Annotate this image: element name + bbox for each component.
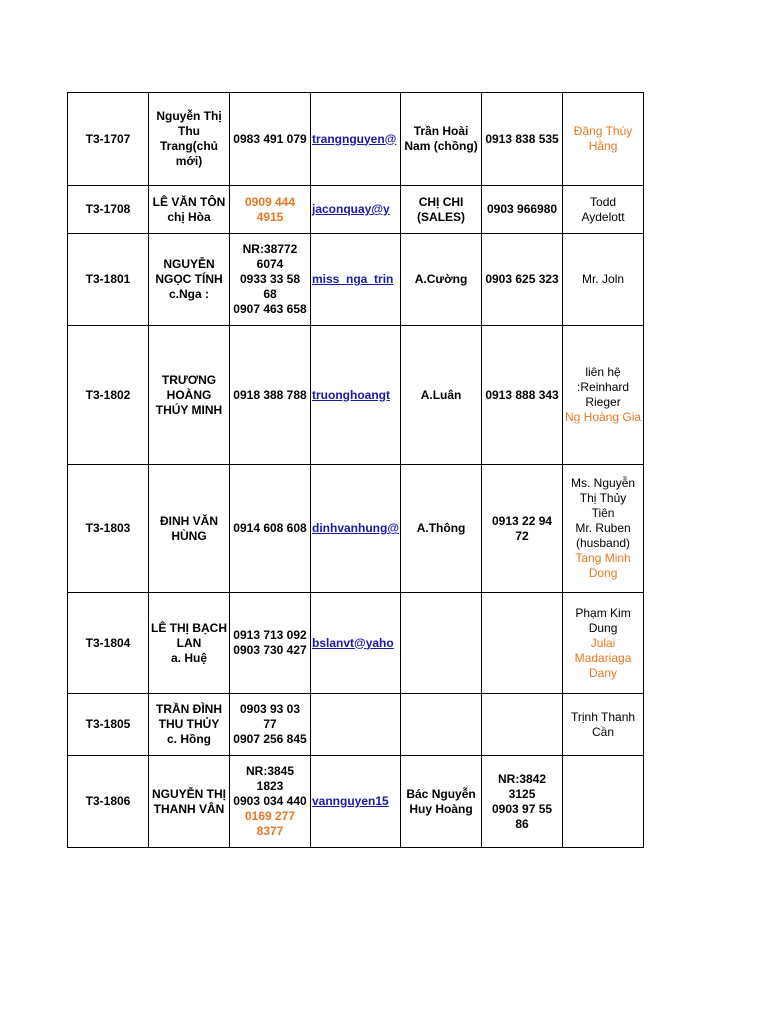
note-cell	[563, 234, 644, 326]
note-line: Đặng Thúy	[573, 124, 633, 138]
contact-name-line: Nam (chồng)	[404, 139, 478, 153]
email-link[interactable]: miss_nga_trin	[312, 272, 394, 286]
unit-id-cell: T3-1802	[68, 326, 149, 465]
unit-id-cell: T3-1801	[68, 234, 149, 326]
contact-phone-line: 86	[515, 816, 529, 831]
email-cell	[311, 234, 401, 326]
contact-phone-line: 0913 838 535	[485, 131, 559, 146]
contact-name-cell	[401, 465, 482, 593]
phone-line: NR:3845	[245, 764, 295, 778]
owner-name-cell	[149, 234, 230, 326]
phone-cell	[230, 465, 311, 593]
phone-cell	[230, 93, 311, 186]
contact-name-cell	[401, 234, 482, 326]
note-line: Tiên	[591, 506, 615, 520]
phone-line: 0903 034 440	[233, 794, 307, 808]
contact-name-line: Huy Hoàng	[409, 801, 473, 816]
table-row	[68, 326, 644, 465]
contact-phone-line: NR:3842	[498, 771, 547, 786]
note-cell	[563, 93, 644, 186]
note-line: Ng Hoàng Gia	[565, 410, 642, 424]
owner-name-line: chị Hòa	[167, 209, 211, 224]
unit-id-cell: T3-1707	[68, 93, 149, 186]
owner-name-line: THÚY MINH	[155, 402, 223, 417]
unit-id-cell: T3-1804	[68, 593, 149, 694]
note-cell	[563, 465, 644, 593]
table-row	[68, 756, 644, 848]
contact-name-line: CHỊ CHI	[418, 194, 464, 209]
owner-name-cell	[149, 186, 230, 234]
table-row	[68, 93, 644, 186]
phone-line: 8377	[256, 824, 284, 838]
note-line: Dany	[589, 665, 618, 680]
email-cell	[311, 593, 401, 694]
phone-line: 0903 730 427	[233, 643, 307, 657]
email-link[interactable]: jaconquay@y	[312, 202, 390, 216]
owner-name-line: NGUYỄN	[163, 257, 215, 271]
owner-name-cell	[149, 465, 230, 593]
phone-line: 0903 93 03	[239, 702, 301, 716]
note-cell	[563, 694, 644, 756]
contact-phone-line: 0913 888 343	[485, 387, 559, 402]
note-line: Dung	[588, 620, 618, 635]
email-cell	[311, 326, 401, 465]
owner-name-line: NGUYỄN THỊ	[151, 786, 226, 801]
note-cell	[563, 326, 644, 465]
contact-table	[67, 92, 644, 848]
table-row	[68, 186, 644, 234]
phone-line: 0907 463 658	[233, 302, 307, 316]
note-line: Julai	[590, 635, 616, 650]
note-line: :Reinhard	[577, 380, 630, 394]
owner-name-cell	[149, 593, 230, 694]
note-line: Hằng	[588, 139, 618, 153]
owner-name-cell	[149, 694, 230, 756]
note-line: Cần	[592, 724, 615, 739]
email-cell	[311, 465, 401, 593]
contact-name-cell	[401, 186, 482, 234]
contact-phone-cell	[482, 694, 563, 756]
contact-phone-cell	[482, 186, 563, 234]
note-line: Thị Thủy	[579, 491, 627, 505]
email-cell	[311, 93, 401, 186]
phone-cell	[230, 756, 311, 848]
phone-line: 0914 608 608	[233, 521, 307, 535]
contact-name-line: A.Cường	[414, 272, 468, 286]
note-cell	[563, 593, 644, 694]
table-row	[68, 234, 644, 326]
note-line: Todd	[590, 194, 617, 209]
contact-phone-cell	[482, 593, 563, 694]
phone-line: 0913 713 092	[233, 628, 307, 642]
email-cell	[311, 186, 401, 234]
contact-table-body	[68, 93, 644, 848]
phone-line: 4915	[256, 209, 284, 224]
table-row	[68, 593, 644, 694]
owner-name-line: c. Hồng	[167, 732, 211, 746]
phone-line: 77	[263, 717, 277, 731]
contact-name-line: Trần Hoài	[413, 124, 469, 138]
contact-name-line: (SALES)	[417, 209, 466, 224]
owner-name-line: LAN	[176, 635, 202, 650]
phone-line: 1823	[256, 779, 284, 793]
contact-phone-line: 0913 22 94	[492, 513, 553, 528]
contact-phone-line: 72	[515, 528, 529, 543]
note-line: Tang Minh	[575, 551, 631, 565]
owner-name-line: HOÀNG	[166, 387, 212, 402]
phone-line: 0933 33 58	[239, 272, 301, 286]
note-line: Mr. Joln	[582, 272, 625, 286]
note-line: Madariaga	[574, 650, 632, 665]
note-line: Ms. Nguyễn	[571, 476, 636, 490]
owner-name-line: NGỌC TÍNH	[155, 272, 223, 286]
phone-cell	[230, 326, 311, 465]
email-link[interactable]: bslanvt@yaho	[312, 635, 394, 650]
contact-name-line: A.Luân	[420, 387, 462, 402]
phone-line: 0909 444	[244, 194, 296, 209]
email-link[interactable]: trangnguyen@	[312, 131, 397, 146]
owner-name-line: THU THỦY	[158, 717, 220, 731]
contact-name-line: A.Thông	[416, 521, 466, 535]
owner-name-line: mới)	[175, 154, 203, 168]
contact-name-cell	[401, 694, 482, 756]
note-line: liên hệ	[585, 365, 621, 379]
owner-name-line: c.Nga :	[168, 287, 209, 301]
phone-line: 0918 388 788	[233, 387, 307, 402]
owner-name-line: TRẦN ĐÌNH	[156, 702, 222, 716]
note-line: Dong	[588, 566, 618, 580]
unit-id-cell: T3-1806	[68, 756, 149, 848]
contact-phone-cell	[482, 756, 563, 848]
owner-name-line: Thu	[178, 124, 200, 138]
phone-cell	[230, 593, 311, 694]
owner-name-line: ĐINH VĂN	[159, 513, 218, 528]
note-cell	[563, 756, 644, 848]
phone-line: 0169 277	[244, 809, 296, 823]
note-line: Rieger	[585, 395, 621, 409]
contact-name-cell	[401, 93, 482, 186]
contact-phone-cell	[482, 326, 563, 465]
owner-name-cell	[149, 326, 230, 465]
phone-line: 6074	[256, 257, 284, 271]
contact-name-cell	[401, 593, 482, 694]
owner-name-line: LÊ THỊ BẠCH	[151, 620, 227, 635]
owner-name-line: LÊ VĂN TÔN	[152, 194, 226, 209]
contact-name-cell	[401, 756, 482, 848]
owner-name-cell	[149, 93, 230, 186]
owner-name-line: Trang(chủ	[159, 139, 218, 153]
contact-phone-line: 0903 97 55	[492, 801, 553, 816]
email-cell	[311, 694, 401, 756]
owner-name-line: THANH VÂN	[153, 801, 225, 816]
unit-id-cell: T3-1803	[68, 465, 149, 593]
table-row	[68, 694, 644, 756]
contact-phone-line: 0903 625 323	[485, 272, 559, 286]
note-cell	[563, 186, 644, 234]
phone-line: 68	[263, 287, 277, 301]
note-line: Phạm Kim	[575, 605, 631, 620]
note-line: Aydelott	[581, 209, 625, 224]
note-line: Mr. Ruben	[575, 521, 631, 535]
phone-line: 0983 491 079	[233, 131, 307, 146]
phone-line: NR:38772	[242, 242, 298, 256]
owner-name-line: HÙNG	[171, 528, 207, 543]
owner-name-line: TRƯƠNG	[161, 372, 217, 387]
phone-line: 0907 256 845	[233, 732, 307, 746]
email-link[interactable]: truonghoangt	[312, 387, 390, 402]
note-line: Trịnh Thanh	[571, 709, 636, 724]
note-line: (husband)	[576, 536, 631, 550]
contact-phone-line: 3125	[508, 786, 536, 801]
owner-name-cell	[149, 756, 230, 848]
email-link[interactable]: vannguyen15	[312, 794, 389, 808]
table-row	[68, 465, 644, 593]
contact-phone-cell	[482, 93, 563, 186]
owner-name-line: Nguyễn Thị	[156, 109, 222, 123]
owner-name-line: a. Huệ	[170, 650, 207, 665]
email-link[interactable]: dinhvanhung@	[312, 521, 400, 535]
unit-id-cell: T3-1708	[68, 186, 149, 234]
phone-cell	[230, 186, 311, 234]
contact-phone-line: 0903 966980	[486, 202, 558, 216]
contact-name-line: Bác Nguyễn	[406, 786, 476, 801]
contact-phone-cell	[482, 465, 563, 593]
contact-name-cell	[401, 326, 482, 465]
contact-phone-cell	[482, 234, 563, 326]
phone-cell	[230, 694, 311, 756]
email-cell	[311, 756, 401, 848]
phone-cell	[230, 234, 311, 326]
unit-id-cell: T3-1805	[68, 694, 149, 756]
